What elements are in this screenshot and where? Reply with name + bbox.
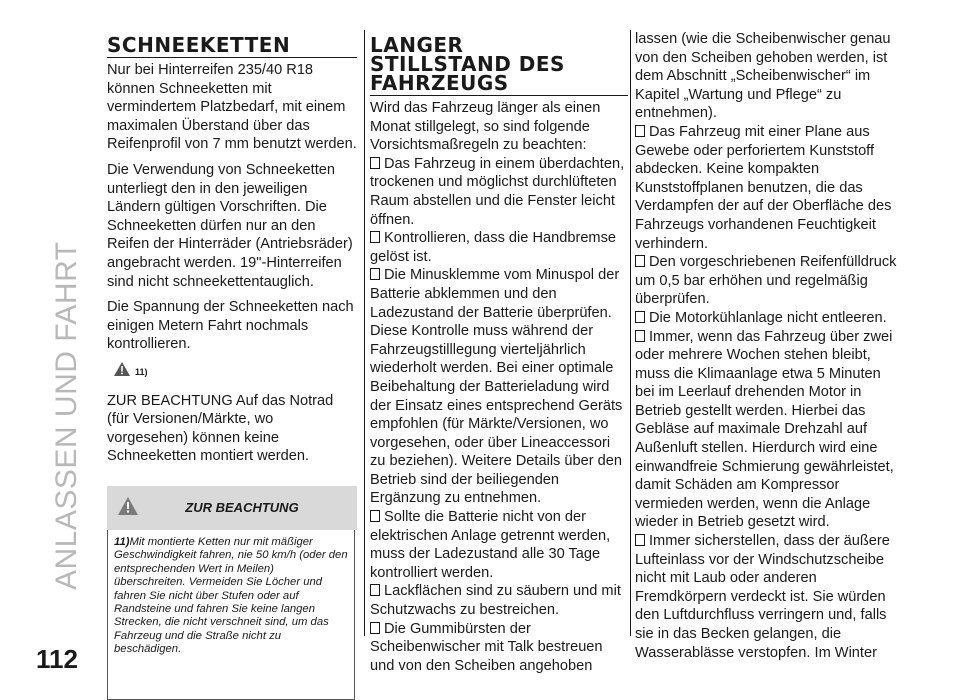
- warning-triangle-icon: [113, 361, 131, 377]
- paragraph: Wird das Fahrzeug länger als einen Monat stillgelegt, so sind folgende Vorsichtsmaßregeln zu beachten:: [370, 100, 601, 154]
- checkbox-bullet-icon: [635, 534, 645, 546]
- column-1: [107, 30, 357, 700]
- checkbox-bullet-icon: [370, 510, 380, 522]
- checkbox-bullet-icon: [370, 584, 380, 596]
- list-item: Das Fahrzeug in einem überdachten, trockenen und möglichst durchlüfteten Raum abstellen und die Fenster leicht öffnen.: [370, 155, 625, 228]
- paragraph: Die Verwendung von Schneeketten unterliegt den in den jeweiligen Ländern gültigen Vorschriften. Die Schneeketten dürfen nur an den Reifen der Hinterräder (Antriebsräder) angebracht werden. 19"-Hinterreifen sind nicht schneekettentauglich.: [107, 161, 353, 290]
- checkbox-bullet-icon: [370, 622, 380, 634]
- list-item: Sollte die Batterie nicht von der elektrischen Anlage getrennt werden, muss der Ladezustand alle 30 Tage kontrolliert werden.: [370, 509, 611, 581]
- section-heading-line2: STILLSTAND DES: [370, 52, 565, 76]
- list-item: Die Motorkühlanlage nicht entleeren.: [635, 309, 897, 328]
- section-heading-schneeketten: SCHNEEKETTEN: [107, 36, 357, 58]
- list-item: Kontrollieren, dass die Handbremse gelöst ist.: [370, 230, 617, 265]
- list-item: Das Fahrzeug mit einer Plane aus Gewebe oder perforiertem Kunststoff abdecken. Keine kompakten Kunststoffplanen benutzen, die das Verdampfen der auf der Oberfläche des Fahrzeugs vorhandenen Feuchtigkeit verhindern.: [635, 123, 892, 252]
- paragraph: lassen (wie die Scheibenwischer genau von den Scheiben gehoben werden, ist dem Abschnitt „Scheibenwischer“ im Kapitel „Wartung und Pflege“ zu entnehmen).: [635, 31, 891, 122]
- column-2: [370, 30, 628, 675]
- warning-triangle-icon: [117, 496, 139, 516]
- checkbox-bullet-icon: [370, 268, 380, 280]
- list-item: Immer sicherstellen, dass der äußere Lufteinlass vor der Windschutzscheibe nicht mit Laub oder anderen Fremdkörpern verdeckt ist. Sie würden den Luftdurchfluss verringern und, falls sie in das Becken gelangen, die Wasserablässe verstopfen. Im Winter: [635, 533, 890, 661]
- column-3: [635, 30, 897, 662]
- checkbox-bullet-icon: [635, 330, 645, 342]
- paragraph: ZUR BEACHTUNG Auf das Notrad (für Versionen/Märkte, wo vorgesehen) können keine Schneeketten montiert werden.: [107, 392, 334, 465]
- list-item: Immer, wenn das Fahrzeug über zwei oder mehrere Wochen stehen bleibt, muss die Klimaanlage etwa 5 Minuten bei im Leerlauf drehenden Motor in Betrieb gestellt werden. Hierbei das Gebläse auf maximale Drehzahl auf Außenluft stellen. Hierdurch wird eine einwandfreie Schmierung gewährleistet, damit Schäden am Kompressor vermieden werden, wenn die Anlage wieder in Betrieb gesetzt wird.: [635, 328, 894, 531]
- warning-header: [107, 486, 357, 530]
- warning-reference[interactable]: [113, 361, 357, 382]
- paragraph: Nur bei Hinterreifen 235/40 R18 können Schneeketten mit vermindertem Platzbedarf, mit einem maximalen Überstand über das Reifenprofil von 7 mm benutzt werden.: [107, 62, 357, 153]
- column-divider: [364, 30, 365, 636]
- warning-text: Mit montierte Ketten nur mit mäßiger Geschwindigkeit fahren, nie 50 km/h (oder den entsprechenden Wert in Meilen) überschreiten. Vermeiden Sie Löcher und fahren Sie nicht über Stufen oder auf Randsteine und fahren Sie keine langen Strecken, die nicht verschneit sind, um das Fahrzeug und die Straße nicht zu beschädigen.: [114, 535, 348, 656]
- checkbox-bullet-icon: [635, 125, 645, 137]
- warning-number: 11): [114, 535, 130, 548]
- page-number: 112: [36, 644, 78, 674]
- warning-title: ZUR BEACHTUNG: [185, 499, 299, 515]
- paragraph: Die Spannung der Schneeketten nach einigen Metern Fahrt nochmals kontrollieren.: [107, 299, 354, 353]
- checkbox-bullet-icon: [370, 231, 380, 243]
- list-item: Lackflächen sind zu säubern und mit Schutzwachs zu bestreichen.: [370, 583, 621, 619]
- warning-box: [107, 530, 355, 700]
- column-divider: [630, 30, 631, 636]
- warning-ref-number: 11): [135, 366, 148, 377]
- chapter-side-title: ANLASSEN UND FAHRT: [50, 241, 83, 590]
- checkbox-bullet-icon: [370, 157, 380, 169]
- section-heading-line1: LANGER: [370, 33, 464, 57]
- chapter-side-title-container: [48, 30, 88, 590]
- checkbox-bullet-icon: [635, 255, 645, 267]
- list-item: Den vorgeschriebenen Reifenfülldruck um 0,5 bar erhöhen und regelmäßig überprüfen.: [635, 254, 897, 308]
- section-heading-line3: FAHRZEUGS: [370, 74, 628, 96]
- checkbox-bullet-icon: [635, 311, 645, 323]
- list-item: Die Gummibürsten der Scheibenwischer mit Talk bestreuen und von den Scheiben angehoben: [370, 620, 603, 674]
- list-item: Die Minusklemme vom Minuspol der Batterie abklemmen und den Ladezustand der Batterie überprüfen. Diese Kontrolle muss während der Fahrzeugstilllegung vierteljährlich wiederholt werden. Bei einer optimale Beibehaltung der Batterieladung wird der Einsatz eines entsprechend Geräts empfohlen (für Märkte/Versionen, wo vorgesehen, oder über Lineaccessori zu beziehen). Weitere Details über den Betrieb sind der beiliegenden Ergänzung zu entnehmen.: [370, 267, 623, 507]
